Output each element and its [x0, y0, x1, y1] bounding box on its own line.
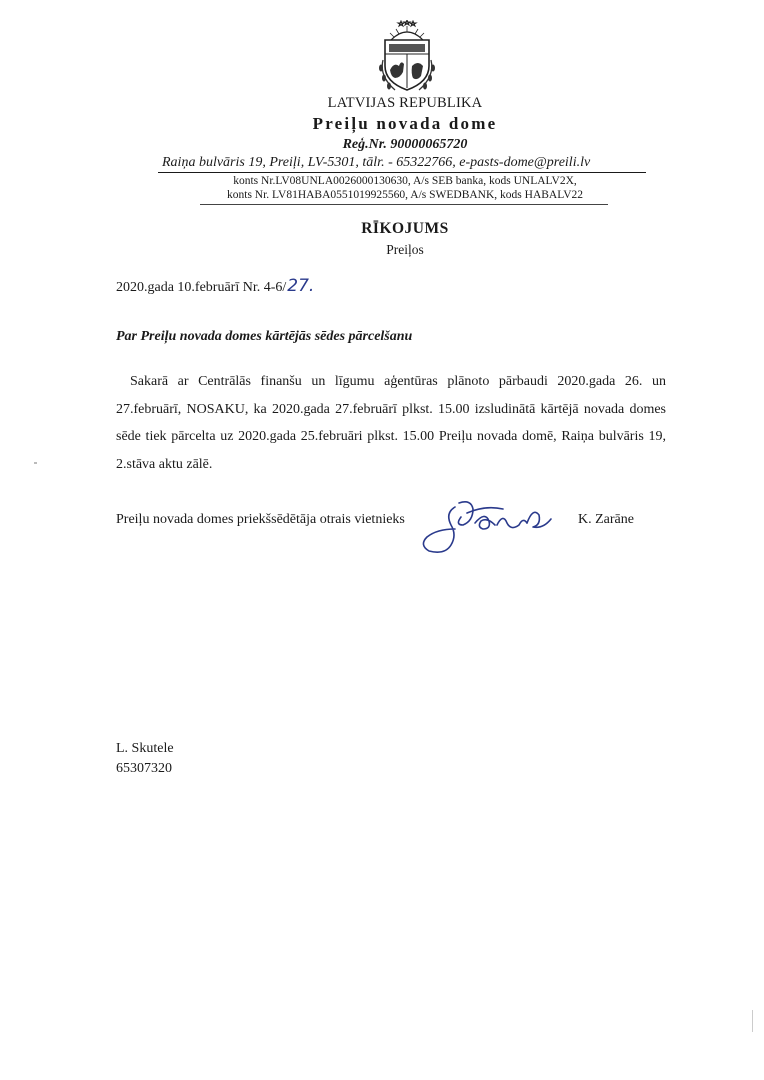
document-type: RĪKOJUMS	[361, 220, 449, 237]
organization-name: Preiļu novada dome	[312, 114, 498, 133]
document-date-number	[116, 276, 314, 296]
document-body: Sakarā ar Centrālās finanšu un līgumu aģentūras plānoto pārbaudi 2020.gada 26. un 27.februārī, NOSAKU, ka 2020.gada 27.februārī plkst. 15.00 izsludinātā kārtējā novada domes sēde tiek pārcelta uz 2020.gada 25.februāri plkst. 15.00 Preiļu novada domē, Raiņa bulvāris 19, 2.stāva aktu zālē.	[116, 374, 666, 472]
signatory-title: Preiļu novada domes priekšsēdētāja otrais vietnieks	[116, 512, 405, 527]
author-phone: 65307320	[116, 761, 172, 776]
bank-account-seb: konts Nr.LV08UNLA0026000130630, A/s SEB banka, kods UNLALV2X,	[233, 175, 577, 187]
document-place: Preiļos	[386, 242, 424, 257]
bank-account-swedbank: konts Nr. LV81HABA0551019925560, A/s SWEDBANK, kods HABALV22	[227, 189, 583, 201]
handwritten-signature	[415, 495, 555, 560]
scan-mark	[34, 462, 37, 464]
header-divider	[158, 172, 646, 173]
signatory-name: K. Zarāne	[578, 512, 634, 527]
registration-number: Reģ.Nr. 90000065720	[342, 137, 468, 152]
document-date: 2020.gada 10.februārī Nr. 4-6/	[116, 280, 287, 295]
document-subject: Par Preiļu novada domes kārtējās sēdes pārcelšanu	[116, 329, 413, 344]
republic-name: LATVIJAS REPUBLIKA	[327, 95, 483, 111]
scan-mark	[752, 1010, 753, 1032]
organization-address: Raiņa bulvāris 19, Preiļi, LV-5301, tālr. - 65322766, e-pasts-dome@preili.lv	[162, 155, 591, 170]
handwritten-document-number: 27.	[287, 276, 315, 296]
author-name: L. Skutele	[116, 741, 174, 756]
bank-divider	[200, 204, 608, 205]
latvian-coat-of-arms-icon	[377, 20, 437, 94]
